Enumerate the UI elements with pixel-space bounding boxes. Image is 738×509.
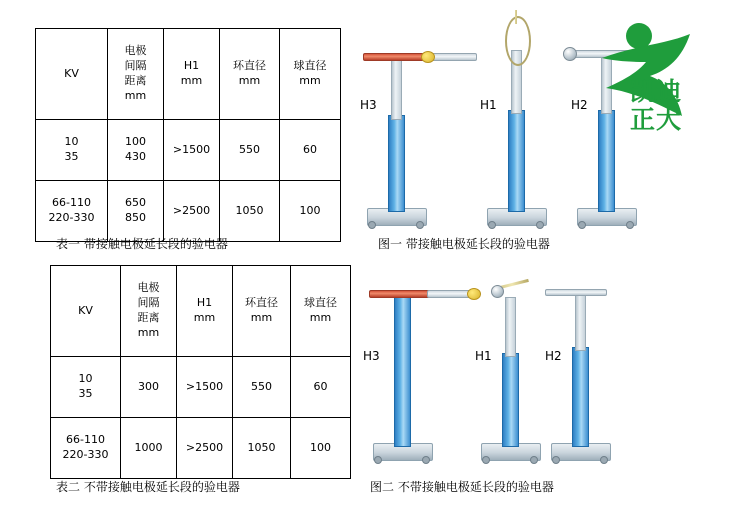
table-cell: 550 (233, 357, 291, 418)
ball-electrode (491, 285, 504, 298)
table-header-row (36, 29, 341, 120)
table-1-caption: 表一 带接触电极延长段的验电器 (56, 237, 228, 251)
table-cell: >1500 (164, 120, 220, 181)
figure-2-caption: 图二 不带接触电极延长段的验电器 (370, 480, 554, 494)
contact-electrode-tip (467, 288, 481, 300)
table-cell: 100 430 (108, 120, 164, 181)
electrode-crossbar (545, 289, 607, 296)
table-cell: 550 (220, 120, 280, 181)
caster-wheel-icon (578, 221, 586, 229)
upper-pole (575, 293, 586, 351)
table-row (36, 181, 341, 242)
table-header-row (51, 266, 351, 357)
spec-table-1 (35, 28, 341, 242)
figure-1-caption: 图一 带接触电极延长段的验电器 (378, 237, 550, 251)
contact-electrode-tip (421, 51, 435, 63)
label-h1: H1 (475, 349, 492, 363)
table-cell: 60 (291, 357, 351, 418)
table-header-cell: KV (51, 266, 121, 357)
ball-electrode (563, 47, 577, 61)
lower-pole (394, 297, 411, 447)
caster-wheel-icon (488, 221, 496, 229)
label-h1: H1 (480, 98, 497, 112)
table-header-cell: 环直径 mm (220, 29, 280, 120)
table-cell: 1000 (121, 418, 177, 479)
caster-wheel-icon (536, 221, 544, 229)
table-header-cell: KV (36, 29, 108, 120)
table-cell: >2500 (164, 181, 220, 242)
caster-wheel-icon (422, 456, 430, 464)
table-cell: 100 (291, 418, 351, 479)
table-2-caption: 表二 不带接触电极延长段的验电器 (56, 480, 240, 494)
table-cell: 60 (280, 120, 341, 181)
caster-wheel-icon (374, 456, 382, 464)
table-header-cell: 环直径 mm (233, 266, 291, 357)
table-header-cell: 球直径 mm (291, 266, 351, 357)
lower-pole (508, 110, 525, 212)
table-row (51, 418, 351, 479)
label-h3: H3 (363, 349, 380, 363)
label-h2: H2 (571, 98, 588, 112)
table-header-cell: 球直径 mm (280, 29, 341, 120)
lower-pole (572, 347, 589, 447)
logo-text-line1: 凯迪 (630, 77, 683, 106)
table-header-cell: H1 mm (177, 266, 233, 357)
logo-text-line2: 正大 (630, 105, 683, 134)
table-header-cell: H1 mm (164, 29, 220, 120)
table-row (36, 120, 341, 181)
caster-wheel-icon (626, 221, 634, 229)
upper-pole (505, 297, 516, 357)
table-cell: 66-110 220-330 (36, 181, 108, 242)
label-h2: H2 (545, 349, 562, 363)
company-logo (594, 18, 726, 134)
caster-wheel-icon (368, 221, 376, 229)
table-header-cell: 电极 间隔 距离 mm (121, 266, 177, 357)
electrode-crossbar (369, 290, 435, 298)
needle-electrode (515, 10, 517, 24)
table-cell: 66-110 220-330 (51, 418, 121, 479)
caster-wheel-icon (600, 456, 608, 464)
spec-table-2 (50, 265, 351, 479)
table-cell: 10 35 (51, 357, 121, 418)
lower-pole (502, 353, 519, 447)
table-cell: 100 (280, 181, 341, 242)
caster-wheel-icon (416, 221, 424, 229)
label-h3: H3 (360, 98, 377, 112)
table-cell: 650 850 (108, 181, 164, 242)
caster-wheel-icon (530, 456, 538, 464)
table-cell: 10 35 (36, 120, 108, 181)
table-cell: 300 (121, 357, 177, 418)
figure-2 (355, 255, 655, 470)
table-cell: >1500 (177, 357, 233, 418)
table-row (51, 357, 351, 418)
table-cell: >2500 (177, 418, 233, 479)
electrode-ring (505, 16, 531, 66)
table-cell: 1050 (220, 181, 280, 242)
caster-wheel-icon (482, 456, 490, 464)
caster-wheel-icon (552, 456, 560, 464)
upper-pole (391, 58, 402, 120)
table-cell: 1050 (233, 418, 291, 479)
lower-pole (388, 115, 405, 212)
table-header-cell: 电极 间隔 距离 mm (108, 29, 164, 120)
